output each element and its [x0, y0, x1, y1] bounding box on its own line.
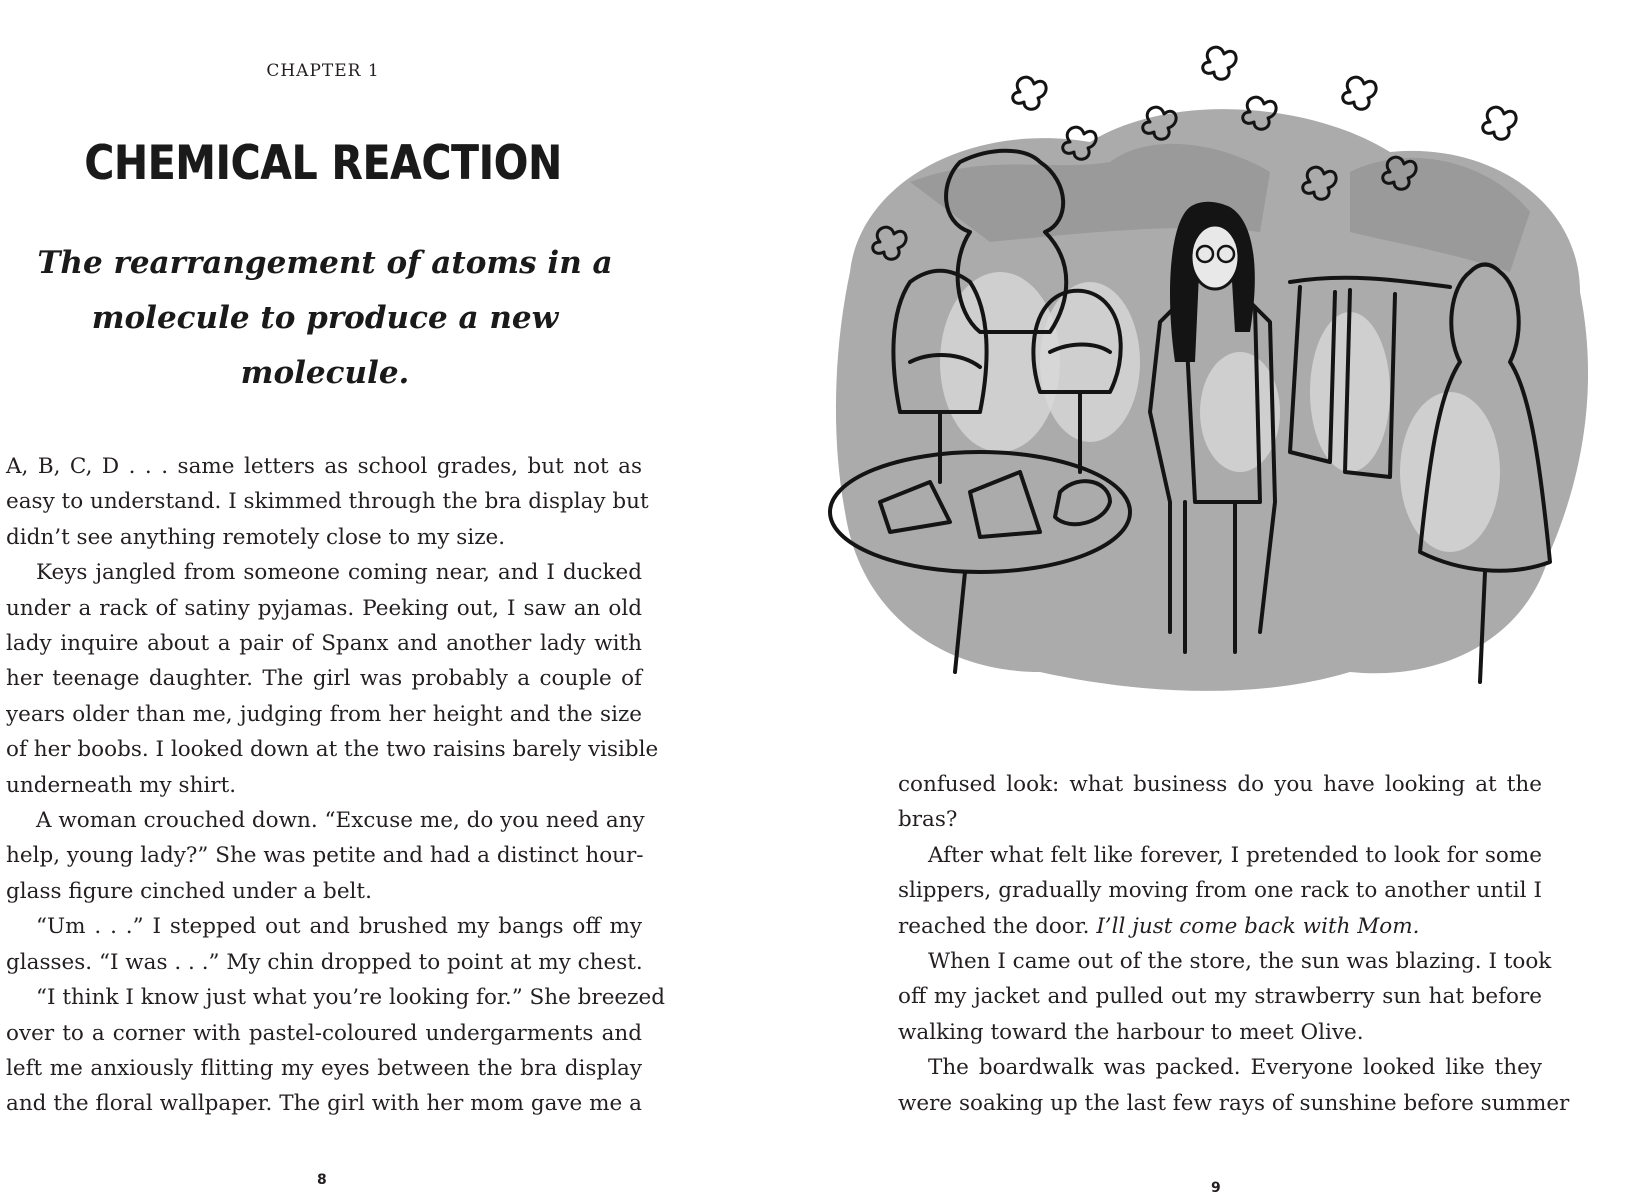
text-line: A, B, C, D . . . same letters as school grades, but not as [6, 454, 642, 479]
text-line: of her boobs. I looked down at the two raisins barely visible [6, 737, 659, 763]
text-line [898, 802, 1542, 837]
text-line [898, 767, 1542, 802]
text-line: and the floral wallpaper. The girl with her mom gave me a [6, 1091, 642, 1117]
light-patch [1400, 392, 1500, 552]
chapter-illustration [790, 32, 1620, 732]
text-segment: off my jacket and pulled out my strawberry sun hat before [898, 984, 1542, 1010]
text-segment: confused look: what business do you have looking at the [898, 772, 1542, 797]
text-line: glasses. “I was . . .” My chin dropped to point at my chest. [6, 949, 643, 975]
text-line: her teenage daughter. The girl was probably a couple of [6, 666, 642, 692]
left-page [0, 0, 823, 1200]
right-body-text [898, 767, 1570, 1121]
flower-doodle [1013, 77, 1046, 109]
text-line: over to a corner with pastel-coloured undergarments and [6, 1020, 642, 1046]
text-line [898, 1050, 1542, 1085]
text-line: Keys jangled from someone coming near, and I ducked [36, 560, 642, 586]
text-line [898, 1086, 1570, 1121]
text-line: help, young lady?” She was petite and had a distinct hour- [6, 843, 644, 869]
page-number: 8 [317, 1172, 327, 1188]
text-segment: walking toward the harbour to meet Olive. [898, 1019, 1364, 1045]
text-line [898, 979, 1542, 1014]
text-segment: The boardwalk was packed. Everyone looked like they [928, 1055, 1542, 1081]
text-line: easy to understand. I skimmed through the bra display but [6, 489, 649, 515]
chapter-definition [20, 236, 630, 401]
text-line: “Um . . .” I stepped out and brushed my bangs off my [36, 914, 642, 940]
definition-line: molecule to produce a new molecule. [91, 300, 559, 391]
text-line: glass figure cinched under a belt. [6, 878, 372, 904]
page-number: 9 [1211, 1180, 1221, 1196]
text-line [898, 944, 1552, 979]
right-page [823, 0, 1647, 1200]
text-segment: After what felt like forever, I pretended to look for some [928, 842, 1542, 868]
flower-doodle [1483, 107, 1516, 139]
left-body-text [6, 449, 665, 1122]
text-line [898, 838, 1542, 873]
ink-wash-background [836, 109, 1588, 691]
text-segment: bras? [898, 807, 958, 833]
text-line: A woman crouched down. “Excuse me, do you need any [36, 808, 645, 834]
text-line: left me anxiously flitting my eyes between the bra display [6, 1055, 642, 1081]
chapter-title: CHEMICAL REACTION [84, 136, 562, 191]
chapter-label: CHAPTER 1 [266, 61, 380, 81]
definition-line: The rearrangement of atoms in a [37, 245, 613, 281]
flower-doodle [1343, 77, 1376, 109]
text-line: years older than me, judging from her height and the size [6, 701, 642, 727]
text-line: lady inquire about a pair of Spanx and another lady with [6, 631, 642, 657]
italic-thought: I’ll just come back with Mom. [1096, 913, 1420, 939]
text-segment: were soaking up the last few rays of sunshine before summer [898, 1090, 1570, 1116]
light-patch [1200, 352, 1280, 472]
text-line: “I think I know just what you’re looking for.” She breezed [36, 985, 665, 1011]
text-segment: When I came out of the store, the sun was blazing. I took [928, 949, 1552, 975]
flower-doodle [1203, 47, 1236, 79]
text-line [898, 873, 1542, 908]
light-patch [1040, 282, 1140, 442]
text-segment: reached the door. [898, 913, 1097, 939]
text-segment: slippers, gradually moving from one rack to another until I [898, 878, 1542, 904]
text-line: under a rack of satiny pyjamas. Peeking out, I saw an old [6, 595, 642, 621]
text-line: didn’t see anything remotely close to my size. [6, 524, 506, 550]
text-line [898, 909, 1542, 944]
text-line: underneath my shirt. [6, 772, 237, 798]
text-line [898, 1015, 1542, 1050]
